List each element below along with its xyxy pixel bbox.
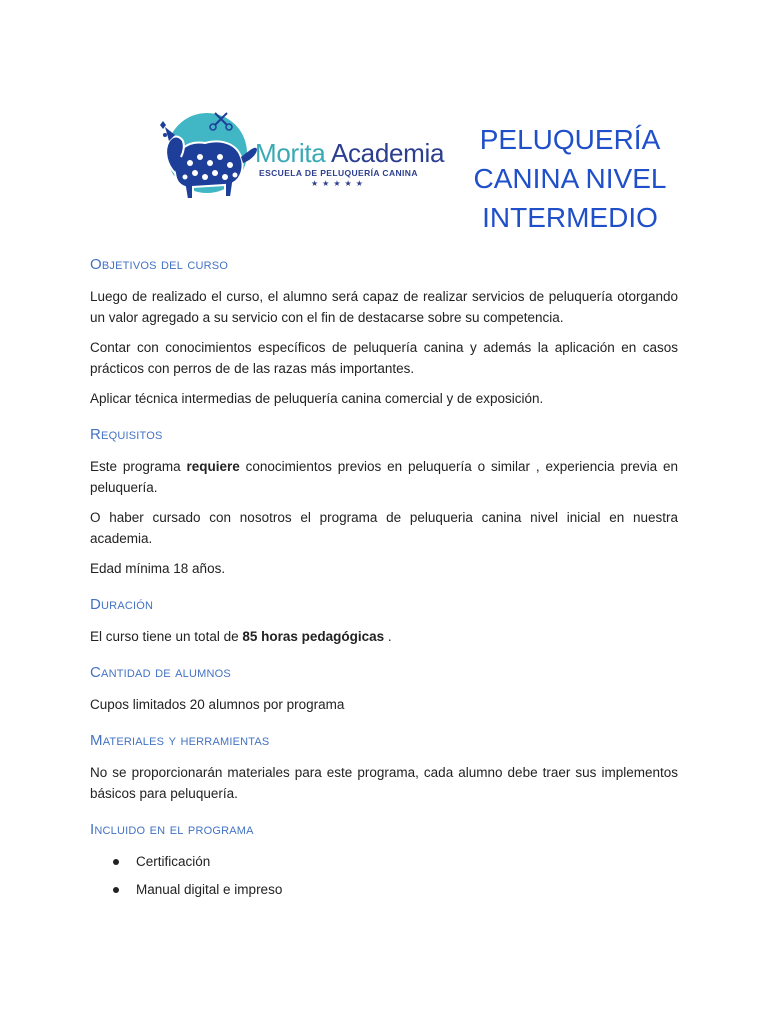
bullet-icon bbox=[113, 859, 119, 865]
header bbox=[0, 0, 768, 250]
requisitos-paragraph-2: O haber cursado con nosotros el programa de peluqueria canina nivel inicial en nuestra academia. bbox=[90, 510, 678, 546]
title-line-3: INTERMEDIO bbox=[482, 202, 658, 233]
list-item-text: Manual digital e impreso bbox=[136, 882, 283, 897]
incluido-list bbox=[90, 851, 678, 900]
title-line-2: CANINA NIVEL bbox=[473, 163, 667, 194]
requisitos-p1-text-a: Este programa bbox=[90, 459, 187, 474]
heading-materiales: Materiales y herramientas bbox=[90, 732, 270, 749]
heading-cantidad: Cantidad de alumnos bbox=[90, 664, 231, 681]
morita-academia-logo bbox=[120, 105, 445, 210]
cantidad-paragraph: Cupos limitados 20 alumnos por programa bbox=[90, 697, 345, 712]
requisitos-paragraph-3: Edad mínima 18 años. bbox=[90, 561, 226, 576]
brand-subtitle: ESCUELA DE PELUQUERÍA CANINA bbox=[259, 168, 418, 178]
heading-incluido: Incluido en el programa bbox=[90, 821, 254, 838]
title-line-1: PELUQUERÍA bbox=[479, 124, 661, 155]
list-item bbox=[90, 879, 678, 900]
brand-stars: ★★★★★ bbox=[311, 179, 367, 188]
objetivos-paragraph-3: Aplicar técnica intermedias de peluquería canina comercial y de exposición. bbox=[90, 391, 544, 406]
heading-requisitos: Requisitos bbox=[90, 426, 163, 443]
requisitos-p1-bold: requiere bbox=[186, 459, 240, 474]
duracion-bold: 85 horas pedagógicas bbox=[242, 629, 385, 644]
dog-logo-icon bbox=[145, 105, 265, 210]
heading-duracion: Duración bbox=[90, 596, 154, 613]
list-item-text: Certificación bbox=[136, 854, 211, 869]
materiales-paragraph: No se proporcionarán materiales para este programa, cada alumno debe traer sus implementos básicos para peluquería. bbox=[90, 765, 678, 801]
requisitos-p1-text-b: conocimientos previos en peluquería o similar , experiencia previa en peluquería. bbox=[90, 459, 678, 495]
list-item bbox=[90, 851, 678, 872]
brand-text bbox=[255, 138, 445, 189]
brand-name bbox=[255, 138, 445, 168]
brand-name-part1: Morita bbox=[255, 138, 326, 168]
document-body bbox=[90, 255, 678, 907]
duracion-text-b: . bbox=[384, 629, 392, 644]
heading-objetivos: Objetivos del curso bbox=[90, 256, 229, 273]
objetivos-paragraph-2: Contar con conocimientos específicos de peluquería canina y además la aplicación en casos prácticos con perros de de las razas más importantes. bbox=[90, 340, 678, 376]
objetivos-paragraph-1: Luego de realizado el curso, el alumno será capaz de realizar servicios de peluquería otorgando un valor agregado a su servicio con el fin de destacarse sobre su competencia. bbox=[90, 289, 678, 325]
bullet-icon bbox=[113, 887, 119, 893]
document-title bbox=[455, 120, 685, 237]
duracion-text-a: El curso tiene un total de bbox=[90, 629, 243, 644]
duracion-paragraph bbox=[90, 626, 678, 647]
brand-name-part2: Academia bbox=[330, 138, 445, 168]
requisitos-paragraph-1 bbox=[90, 456, 678, 498]
